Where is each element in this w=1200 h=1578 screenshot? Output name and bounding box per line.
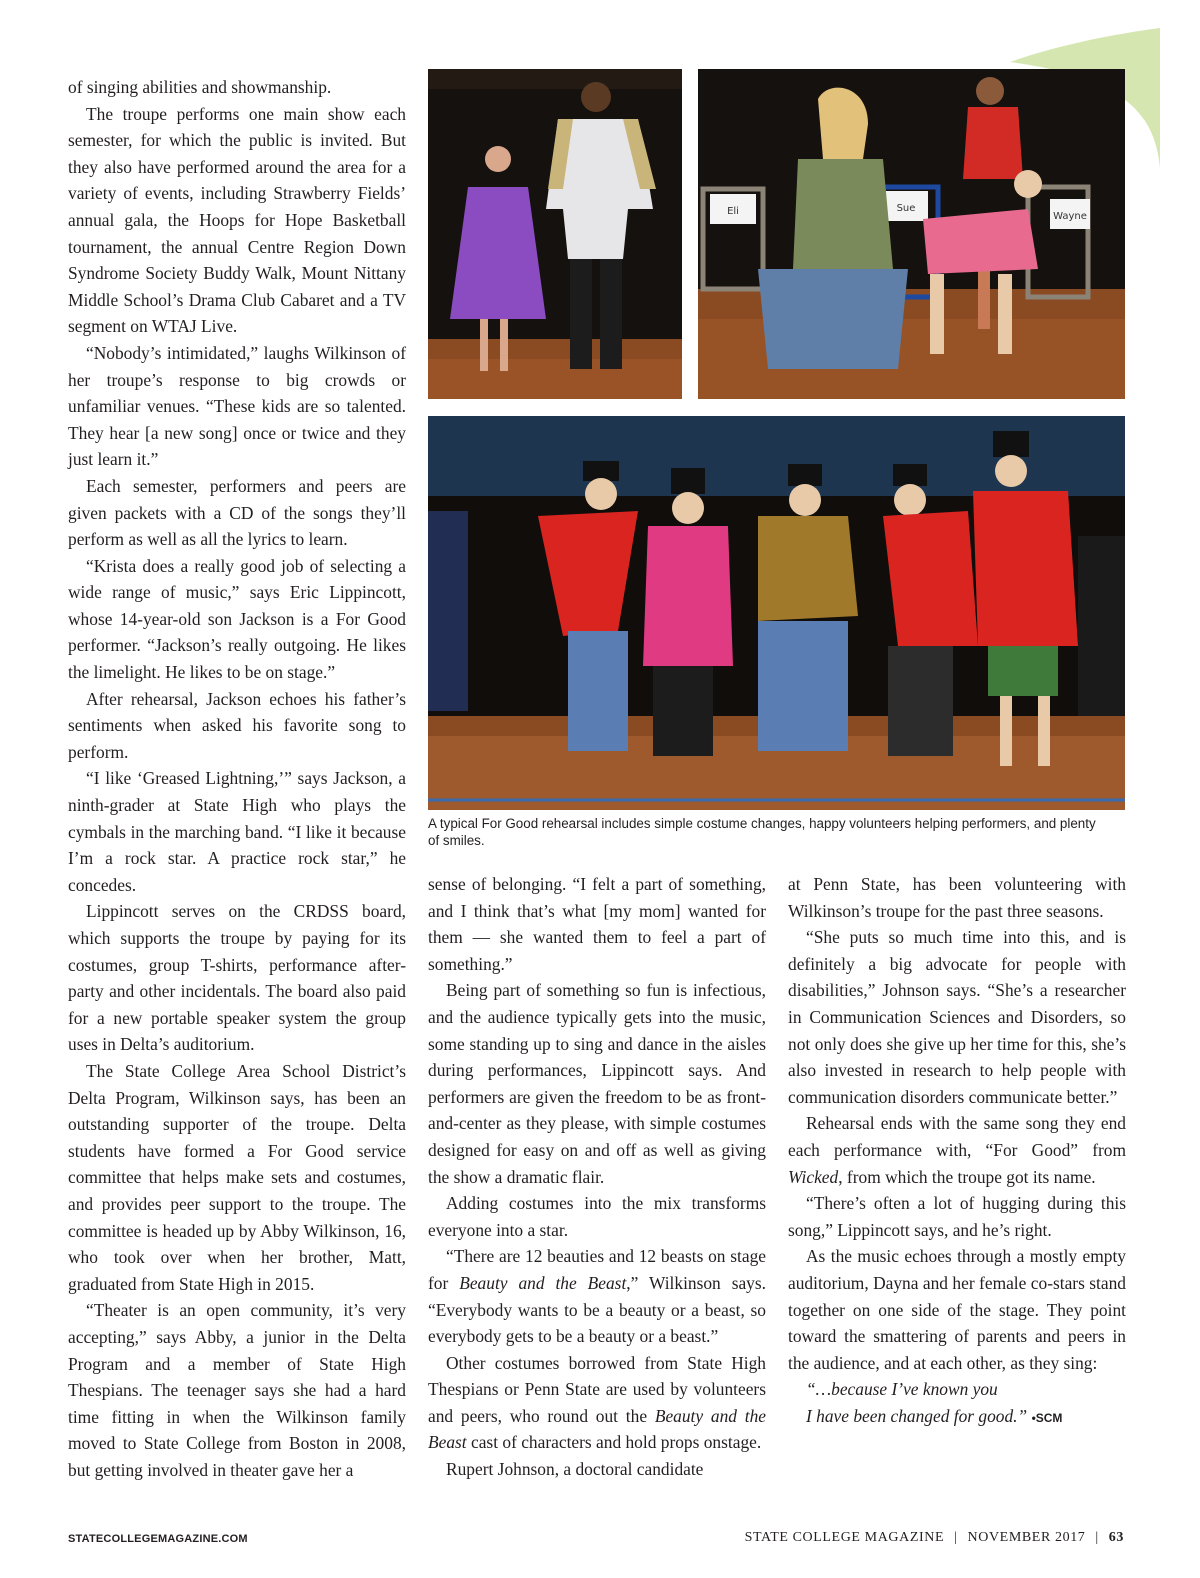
paragraph: After rehearsal, Jackson echoes his father’s sentiments when asked his favorite song to perform. [68, 688, 406, 762]
paragraph: “I like ‘Greased Lightning,’” says Jackson, a ninth-grader at State High who plays the cymbals in the marching band. “I like it because I’m a rock star. A practice rock star,” he concedes. [68, 768, 406, 895]
end-mark: •SCM [1031, 1410, 1063, 1425]
paragraph: “Krista does a really good job of selecting a wide range of music,” says Eric Lippincott, whose 14-year-old son Jackson is a For Good performer. “Jackson’s really outgoing. He likes the limelight. He likes to be on stage.” [68, 555, 406, 683]
paragraph: As the music echoes through a mostly empty auditorium, Dayna and her female co-stars stand together on one side of the stage. They point toward the smattering of parents and peers in the audience, and at each other, as they sing: [788, 1246, 1126, 1373]
separator: | [954, 1530, 958, 1545]
article-column-right [788, 871, 1126, 1431]
article-column-middle [428, 871, 766, 1483]
paragraph: Adding costumes into the mix transforms everyone into a star. [428, 1193, 766, 1240]
chair-label: Wayne [1053, 211, 1087, 222]
paragraph: Lippincott serves on the CRDSS board, which supports the troupe by paying for its costumes, group T-shirts, performance after-party and other incidentals. The board also paid for a new portable speaker system the group uses in Delta’s auditorium. [68, 901, 406, 1055]
paragraph: “Nobody’s intimidated,” laughs Wilkinson of her troupe’s response to big crowds or unfamiliar venues. “These kids are so talented. They hear [a new song] once or twice and they just learn it.” [68, 342, 406, 470]
chair-label: Eli [727, 206, 739, 217]
paragraph: sense of belonging. “I felt a part of something, and I think that’s what [my mom] wanted for them — she wanted them to feel a part of something.” [428, 874, 766, 974]
photo-performer-and-volunteer [428, 69, 682, 399]
chair-label: Sue [896, 203, 916, 214]
photo-costumed-line-dance [428, 416, 1125, 810]
paragraph: The troupe performs one main show each semester, for which the public is invited. But they also have performed around the area for a variety of events, including Strawberry Fields’ annual gala, the Hoops for Hope Basketball tournament, the annual Centre Region Down Syndrome Society Buddy Walk, Mount Nittany Middle School’s Drama Club Cabaret and a TV segment on WTAJ Live. [68, 103, 406, 337]
paragraph: of singing abilities and showmanship. [68, 77, 332, 97]
paragraph: Each semester, performers and peers are given packets with a CD of the songs they’ll perform as well as all the lyrics to learn. [68, 475, 406, 550]
paragraph: “She puts so much time into this, and is definitely a big advocate for people with disabilities,” Johnson says. “She’s a researcher in Communication Sciences and Disorders, so not only does she give up her time for this, she’s also invested in research to help people with communication disorders communicate better.” [788, 927, 1126, 1107]
paragraph: The State College Area School District’s Delta Program, Wilkinson says, has been an outstanding supporter of the troupe. Delta students have formed a For Good service committee that helps make sets and costumes, and provides peer support to the troupe. The committee is headed up by Abby Wilkinson, 16, who took over when her brother, Matt, graduated from State High in 2015. [68, 1060, 406, 1294]
paragraph: Being part of something so fun is infectious, and the audience typically gets into the music, some standing up to sing and dance in the aisles during performances, Lippincott says. And performers are given the freedom to be as front-and-center as they please, with simple costumes designed for easy on and off as well as giving the show a dramatic flair. [428, 980, 766, 1187]
closing-quote [788, 1376, 1126, 1431]
paragraph: Rupert Johnson, a doctoral candidate [446, 1459, 704, 1480]
paragraph: “There are 12 beauties and 12 beasts on stage for Beauty and the Beast,” Wilkinson says. “Everybody wants to be a beauty or a beast, so everybody gets to be a beauty or a beast.” [428, 1246, 766, 1347]
paragraph: at Penn State, has been volunteering with Wilkinson’s troupe for the past three seasons. [788, 874, 1126, 921]
page-number: 63 [1108, 1530, 1124, 1545]
paragraph: “Theater is an open community, it’s very accepting,” says Abby, a junior in the Delta Program and a member of State High Thespians. The teenager says she had a hard time fitting in when the Wilkinson family moved to State College from Boston in 2008, but getting involved in theater gave her a [68, 1300, 406, 1480]
magazine-name: STATE COLLEGE MAGAZINE [744, 1530, 945, 1545]
separator: | [1095, 1530, 1099, 1545]
photo-caption: A typical For Good rehearsal includes simple costume changes, happy volunteers helping performers, and plenty of smiles. [428, 816, 1096, 848]
paragraph: “There’s often a lot of hugging during this song,” Lippincott says, and he’s right. [788, 1193, 1126, 1240]
issue-date: NOVEMBER 2017 [967, 1530, 1086, 1545]
footer-publication [745, 1530, 1124, 1546]
photo-volunteer-kneeling [698, 69, 1125, 399]
quote-line [806, 1403, 1126, 1432]
quote-line-text: I have been changed for good.” [806, 1405, 1028, 1426]
quote-line: “…because I’ve known you [806, 1379, 998, 1400]
website-link[interactable]: STATECOLLEGEMAGAZINE.COM [68, 1533, 248, 1545]
paragraph: Rehearsal ends with the same song they end each performance with, “For Good” from Wicked, from which the troupe got its name. [788, 1113, 1126, 1187]
paragraph: Other costumes borrowed from State High Thespians or Penn State are used by volunteers and peers, who round out the Beauty and the Beast cast of characters and hold props onstage. [428, 1352, 767, 1453]
article-column-left [68, 74, 406, 1483]
